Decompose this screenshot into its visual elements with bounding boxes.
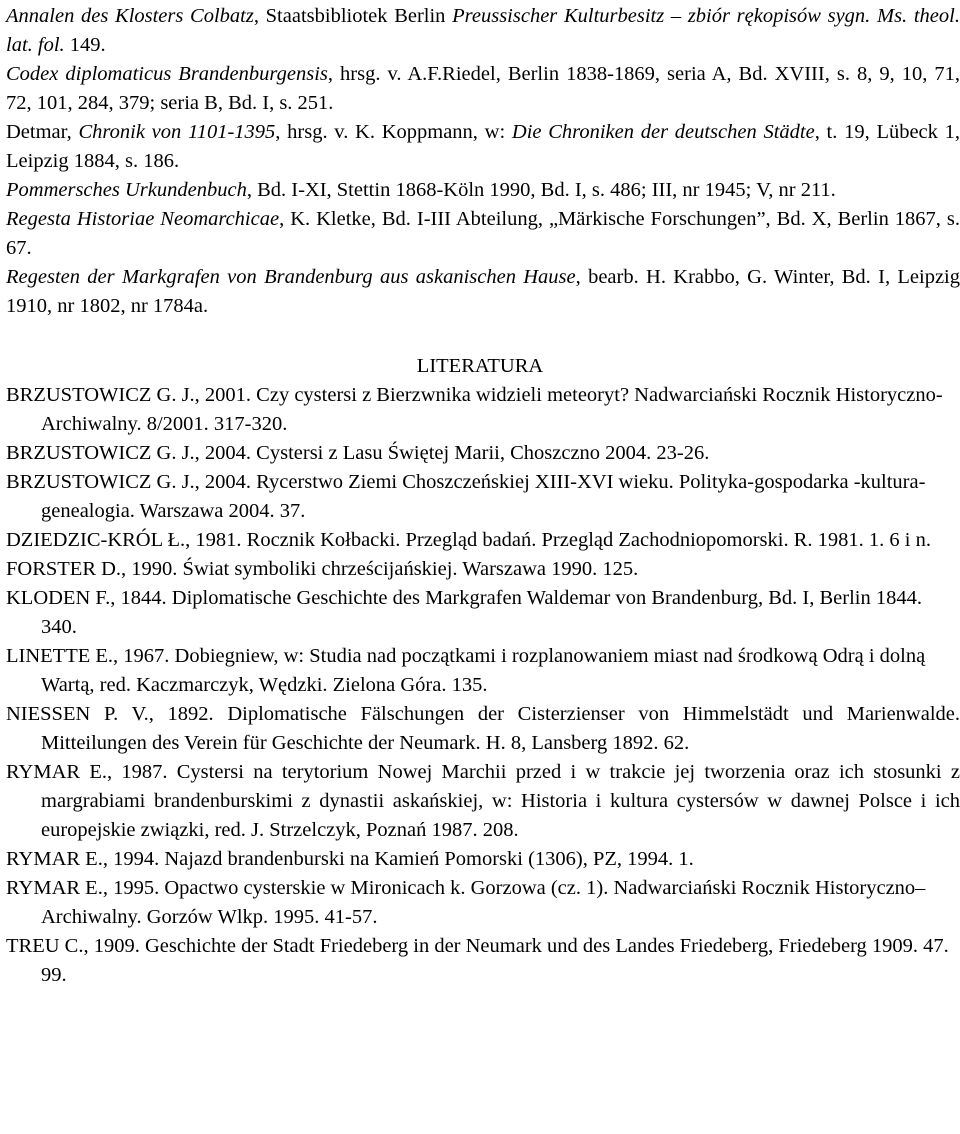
source-entry (6, 2, 960, 60)
source-text: , hrsg. v. A.F.Riedel, Berlin 1838-1869, seria A, Bd. XVIII, s. 8, 9, 10, 71, 72, 101, 284, 379; seria B, Bd. I, s. 251. (6, 63, 960, 114)
source-entry (6, 263, 960, 321)
source-title-italic: Regesten der Markgrafen von Brandenburg aus askanischen Hause (6, 266, 576, 288)
literature-entry: RYMAR E., 1994. Najazd brandenburski na Kamień Pomorski (1306), PZ, 1994. 1. (6, 848, 694, 870)
sources-list (6, 2, 960, 321)
source-title-italic: Codex diplomaticus Brandenburgensis (6, 63, 328, 85)
source-text: , hrsg. v. K. Koppmann, w: (275, 121, 512, 143)
literature-entry: KLODEN F., 1844. Diplomatische Geschichte des Markgrafen Waldemar von Brandenburg, Bd. I, Berlin 1844. 340. (6, 587, 922, 638)
source-entry (6, 60, 960, 118)
literature-entry: FORSTER D., 1990. Świat symboliki chrześcijańskiej. Warszawa 1990. 125. (6, 558, 639, 580)
source-title-italic: Pommersches Urkundenbuch (6, 179, 247, 201)
source-text: , t. 19, Lübeck 1, Leipzig 1884, s. 186. (6, 121, 960, 172)
literature-entry: TREU C., 1909. Geschichte der Stadt Friedeberg in der Neumark und des Landes Friedeberg, Friedeberg 1909. 47. 99. (6, 935, 949, 986)
literature-heading: LITERATURA (416, 355, 544, 377)
source-title-italic: Preussischer Kulturbesitz – zbiór rękopisów sygn. Ms. theol. lat. fol. (6, 5, 960, 56)
source-entry (6, 118, 960, 176)
literature-entry: BRZUSTOWICZ G. J., 2004. Cystersi z Lasu Świętej Marii, Choszczno 2004. 23-26. (6, 442, 710, 464)
source-title-italic: Annalen des Klosters Colbatz (6, 5, 254, 27)
literature-list (6, 381, 960, 990)
literature-entry: RYMAR E., 1987. Cystersi na terytorium Nowej Marchii przed i w trakcie jej tworzenia oraz ich stosunki z margrabiami brandenburskimi z dynastii askańskiej, w: Historia i kultura cystersów w dawnej Polsce i ich europejskie związki, red. J. Strzelczyk, Poznań 1987. 208. (6, 761, 960, 841)
source-text: , K. Kletke, Bd. I-III Abteilung, „Märkische Forschungen”, Bd. X, Berlin 1867, s. 67. (6, 208, 960, 259)
source-title-italic: Chronik von 1101-1395 (78, 121, 276, 143)
source-entry (6, 205, 960, 263)
source-text: Detmar, (6, 121, 79, 143)
literature-entry: RYMAR E., 1995. Opactwo cysterskie w Mironicach k. Gorzowa (cz. 1). Nadwarciański Rocznik Historyczno–Archiwalny. Gorzów Wlkp. 1995. 41-57. (6, 877, 926, 928)
literature-entry: BRZUSTOWICZ G. J., 2001. Czy cystersi z Bierzwnika widzieli meteoryt? Nadwarciański Rocznik Historyczno-Archiwalny. 8/2001. 317-320. (6, 384, 943, 435)
literature-entry: NIESSEN P. V., 1892. Diplomatische Fälschungen der Cisterzienser von Himmelstädt und Marienwalde. Mitteilungen des Verein für Geschichte der Neumark. H. 8, Lansberg 1892. 62. (6, 703, 960, 754)
source-text: , Staatsbibliotek Berlin (253, 5, 453, 27)
literature-entry: BRZUSTOWICZ G. J., 2004. Rycerstwo Ziemi Choszczeńskiej XIII-XVI wieku. Polityka-gospodarka -kultura-genealogia. Warszawa 2004. 37. (6, 471, 926, 522)
literature-entry: DZIEDZIC-KRÓL Ł., 1981. Rocznik Kołbacki. Przegląd badań. Przegląd Zachodniopomorski. R. 1981. 1. 6 i n. (6, 529, 931, 551)
source-title-italic: Die Chroniken der deutschen Städte (511, 121, 815, 143)
source-title-italic: Regesta Historiae Neomarchicae (6, 208, 280, 230)
source-text: , Bd. I-XI, Stettin 1868-Köln 1990, Bd. I, s. 486; III, nr 1945; V, nr 211. (246, 179, 836, 201)
source-entry (6, 176, 960, 205)
source-text: 149. (64, 34, 106, 56)
literature-entry: LINETTE E., 1967. Dobiegniew, w: Studia nad początkami i rozplanowaniem miast nad środkową Odrą i dolną Wartą, red. Kaczmarczyk, Wędzki. Zielona Góra. 135. (6, 645, 926, 696)
source-text: , bearb. H. Krabbo, G. Winter, Bd. I, Leipzig 1910, nr 1802, nr 1784a. (6, 266, 960, 317)
